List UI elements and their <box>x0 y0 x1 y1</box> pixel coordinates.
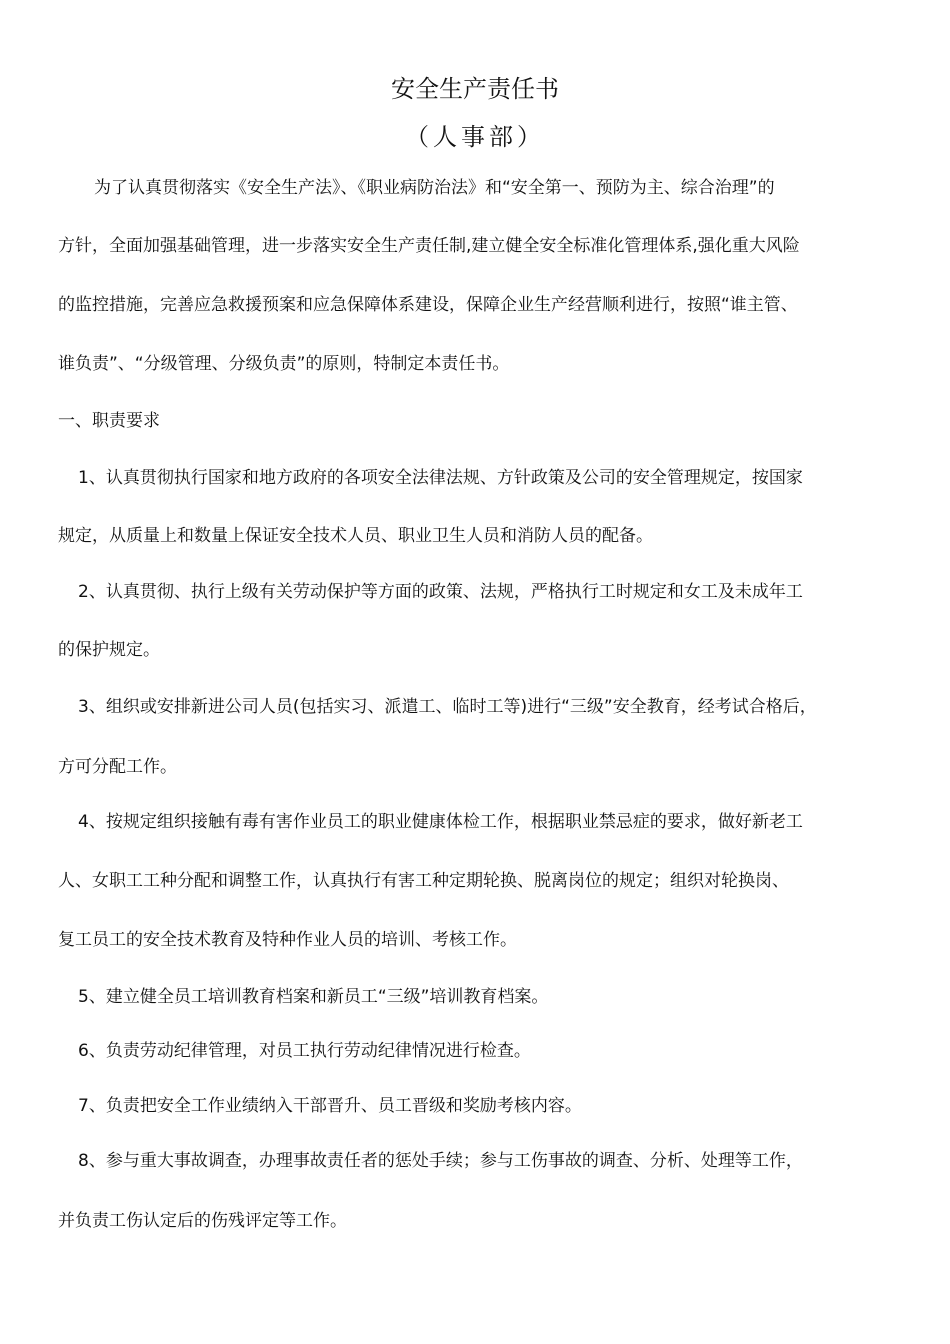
intro-line: 方针，全面加强基础管理，进一步落实安全生产责任制,建立健全安全标准化管理体系,强化重大风险 <box>58 236 800 256</box>
item-line: 2、认真贯彻、执行上级有关劳动保护等方面的政策、法规，严格执行工时规定和女工及未成年工 <box>78 582 803 602</box>
item-line: 方可分配工作。 <box>58 757 177 777</box>
item-line: 的保护规定。 <box>58 640 160 660</box>
item-line: 6、负责劳动纪律管理，对员工执行劳动纪律情况进行检查。 <box>78 1041 531 1061</box>
item-line: 人、女职工工种分配和调整工作，认真执行有害工种定期轮换、脱离岗位的规定；组织对轮换岗、 <box>58 871 789 891</box>
item-line: 8、参与重大事故调查，办理事故责任者的惩处手续；参与工伤事故的调查、分析、处理等工作， <box>78 1151 803 1171</box>
item-line: 规定，从质量上和数量上保证安全技术人员、职业卫生人员和消防人员的配备。 <box>58 526 653 546</box>
item-line: 7、负责把安全工作业绩纳入干部晋升、员工晋级和奖励考核内容。 <box>78 1096 582 1116</box>
item-line: 复工员工的安全技术教育及特种作业人员的培训、考核工作。 <box>58 930 517 950</box>
item-line: 1、认真贯彻执行国家和地方政府的各项安全法律法规、方针政策及公司的安全管理规定，按国家 <box>78 468 803 488</box>
document-title: 安全生产责任书 <box>391 75 559 103</box>
item-line: 并负责工伤认定后的伤残评定等工作。 <box>58 1211 347 1231</box>
section-heading: 一、职责要求 <box>58 411 160 431</box>
item-line: 4、按规定组织接触有毒有害作业员工的职业健康体检工作，根据职业禁忌症的要求，做好新老工 <box>78 812 803 832</box>
item-line: 3、组织或安排新进公司人员(包括实习、派遣工、临时工等)进行“三级”安全教育，经考试合格后， <box>78 697 817 717</box>
intro-line: 谁负责”、“分级管理、分级负责”的原则，特制定本责任书。 <box>58 354 510 374</box>
item-line: 5、建立健全员工培训教育档案和新员工“三级”培训教育档案。 <box>78 987 549 1007</box>
intro-line: 为了认真贯彻落实《安全生产法》、《职业病防治法》和“安全第一、预防为主、综合治理”的 <box>94 178 775 198</box>
document-subtitle: （人事部） <box>405 123 545 151</box>
intro-line: 的监控措施，完善应急救援预案和应急保障体系建设，保障企业生产经营顺利进行，按照“谁主管、 <box>58 295 798 315</box>
